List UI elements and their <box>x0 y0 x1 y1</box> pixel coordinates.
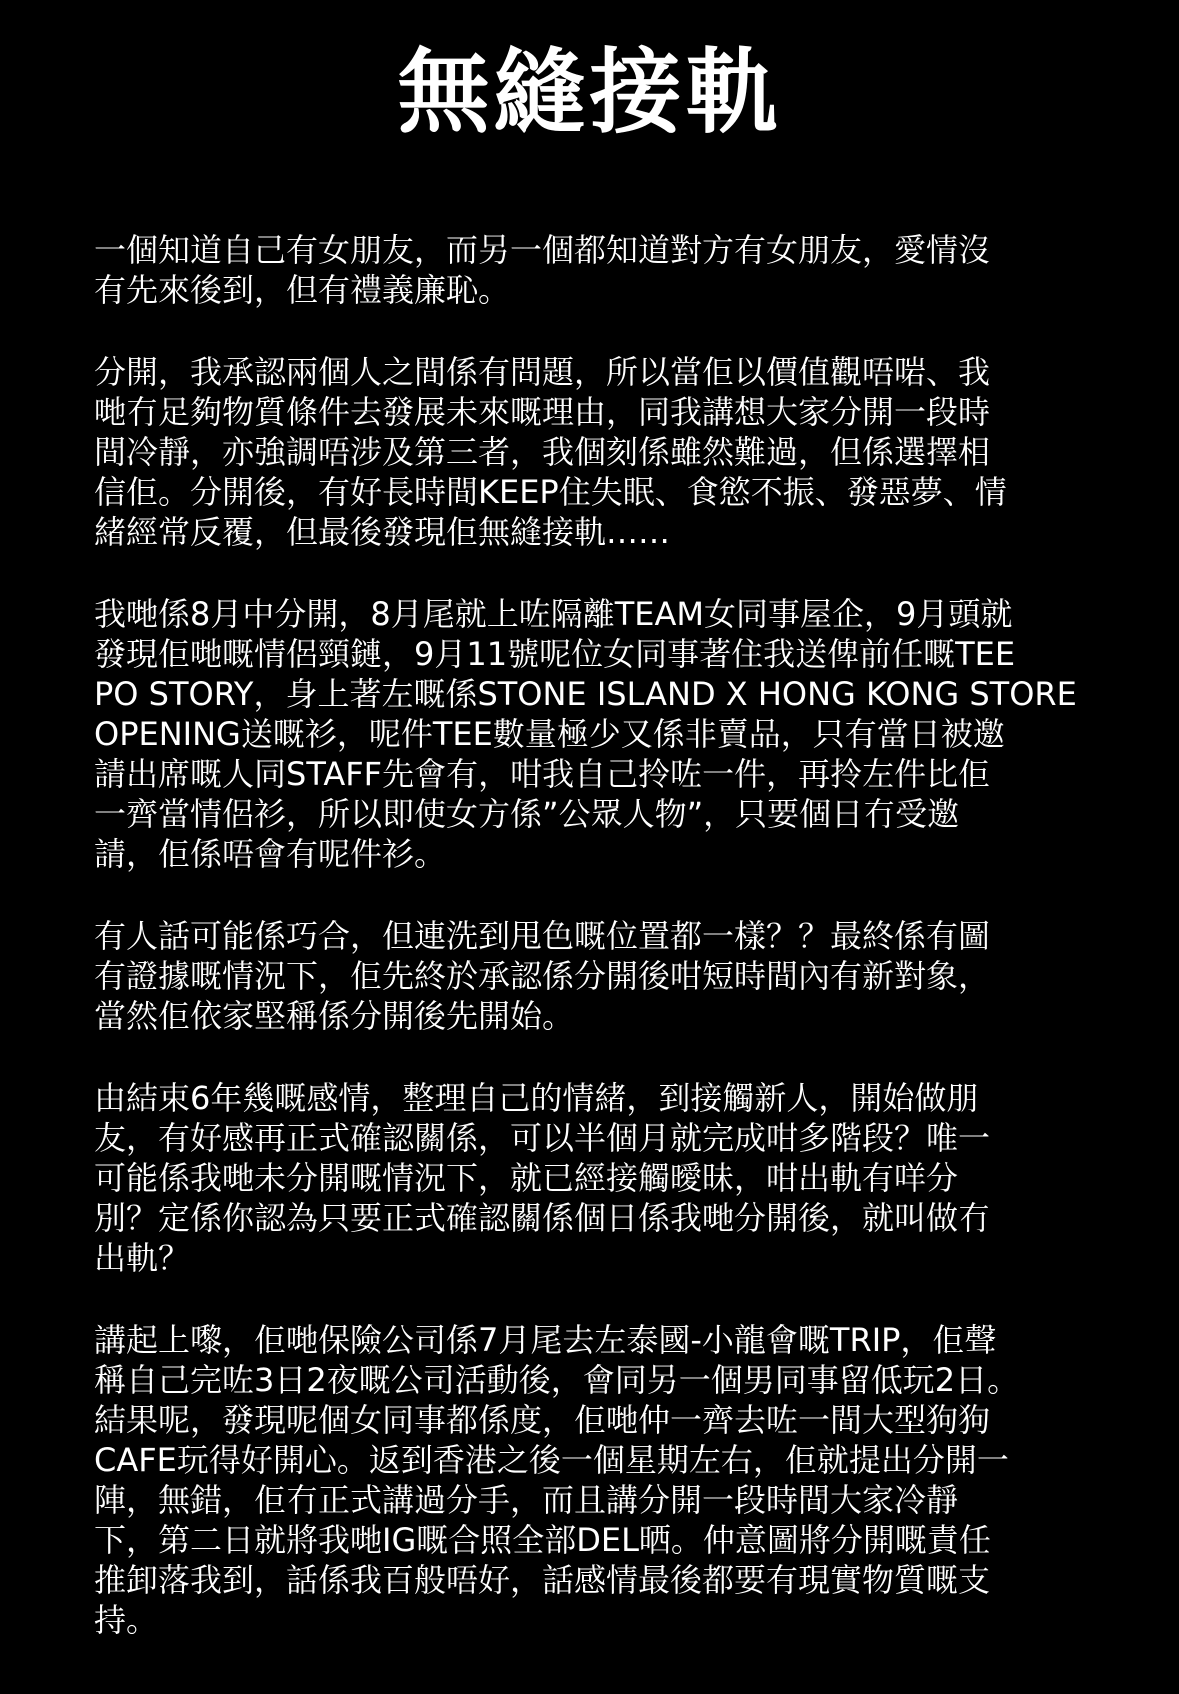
text-line: 一個知道自己有女朋友，而另一個都知道對方有女朋友，愛情沒 <box>94 231 991 269</box>
paragraph-3 <box>94 594 1094 874</box>
text-line: 一齊當情侶衫，所以即使女方係”公眾人物”，只要個日冇受邀 <box>94 795 960 833</box>
text-line: 我哋係8月中分開，8月尾就上咗隔離TEAM女同事屋企，9月頭就 <box>94 595 1013 633</box>
text-line: 發現佢哋嘅情侶頸鏈，9月11號呢位女同事著住我送俾前任嘅TEE <box>94 635 1016 673</box>
paragraph-2 <box>94 352 1094 552</box>
text-line: 結果呢，發現呢個女同事都係度，佢哋仲一齊去咗一間大型狗狗 <box>94 1401 991 1439</box>
text-line: 由結束6年幾嘅感情，整理自己的情緒，到接觸新人，開始做朋 <box>94 1079 979 1117</box>
text-line: 有先來後到，但有禮義廉恥。 <box>94 271 511 309</box>
text-line: 下，第二日就將我哋IG嘅合照全部DEL晒。仲意圖將分開嘅責任 <box>94 1521 991 1559</box>
text-line: 講起上嚟，佢哋保險公司係7月尾去左泰國-小龍會嘅TRIP，佢聲 <box>94 1321 997 1359</box>
text-line: 友，有好感再正式確認關係，可以半個月就完成咁多階段？唯一 <box>94 1119 991 1157</box>
text-line: 陣，無錯，佢冇正式講過分手，而且講分開一段時間大家冷靜 <box>94 1481 959 1519</box>
text-line: 哋冇足夠物質條件去發展未來嘅理由，同我講想大家分開一段時 <box>94 393 991 431</box>
article-body <box>94 230 1094 1682</box>
text-line: 當然佢依家堅稱係分開後先開始。 <box>94 997 575 1035</box>
text-line: 別？定係你認為只要正式確認關係個日係我哋分開後，就叫做冇 <box>94 1199 991 1237</box>
text-line: 稱自己完咗3日2夜嘅公司活動後，會同另一個男同事留低玩2日。 <box>94 1361 1020 1399</box>
text-line: 出軌？ <box>94 1239 191 1277</box>
paragraph-4 <box>94 916 1094 1036</box>
text-line: 可能係我哋未分開嘅情況下，就已經接觸曖昧，咁出軌有咩分 <box>94 1159 959 1197</box>
page-title: 無縫接軌 <box>397 39 782 146</box>
paragraph-1 <box>94 230 1094 310</box>
text-line: 間冷靜，亦強調唔涉及第三者，我個刻係雖然難過，但係選擇相 <box>94 433 991 471</box>
text-line: CAFE玩得好開心。返到香港之後一個星期左右，佢就提出分開一 <box>94 1441 1009 1479</box>
text-line: 有人話可能係巧合，但連洗到甩色嘅位置都一樣？？最終係有圖 <box>94 917 991 955</box>
text-line: PO STORY，身上著左嘅係STONE ISLAND X HONG KONG STORE <box>94 675 1077 713</box>
text-line: 有證據嘅情況下，佢先終於承認係分開後咁短時間內有新對象， <box>94 957 991 995</box>
text-line: 分開，我承認兩個人之間係有問題，所以當佢以價值觀唔啱、我 <box>94 353 991 391</box>
text-line: 緒經常反覆，但最後發現佢無縫接軌…… <box>94 513 671 551</box>
text-line: 信佢。分開後，有好長時間KEEP住失眠、食慾不振、發惡夢、情 <box>94 473 1007 511</box>
paragraph-5 <box>94 1078 1094 1278</box>
text-line: 持。 <box>94 1601 159 1639</box>
text-line: 請出席嘅人同STAFF先會有，咁我自己拎咗一件，再拎左件比佢 <box>94 755 991 793</box>
text-line: OPENING送嘅衫，呢件TEE數量極少又係非賣品，只有當日被邀 <box>94 715 1005 753</box>
text-line: 推卸落我到，話係我百般唔好，話感情最後都要有現實物質嘅支 <box>94 1561 991 1599</box>
paragraph-6 <box>94 1320 1094 1640</box>
text-line: 請，佢係唔會有呢件衫。 <box>94 835 447 873</box>
